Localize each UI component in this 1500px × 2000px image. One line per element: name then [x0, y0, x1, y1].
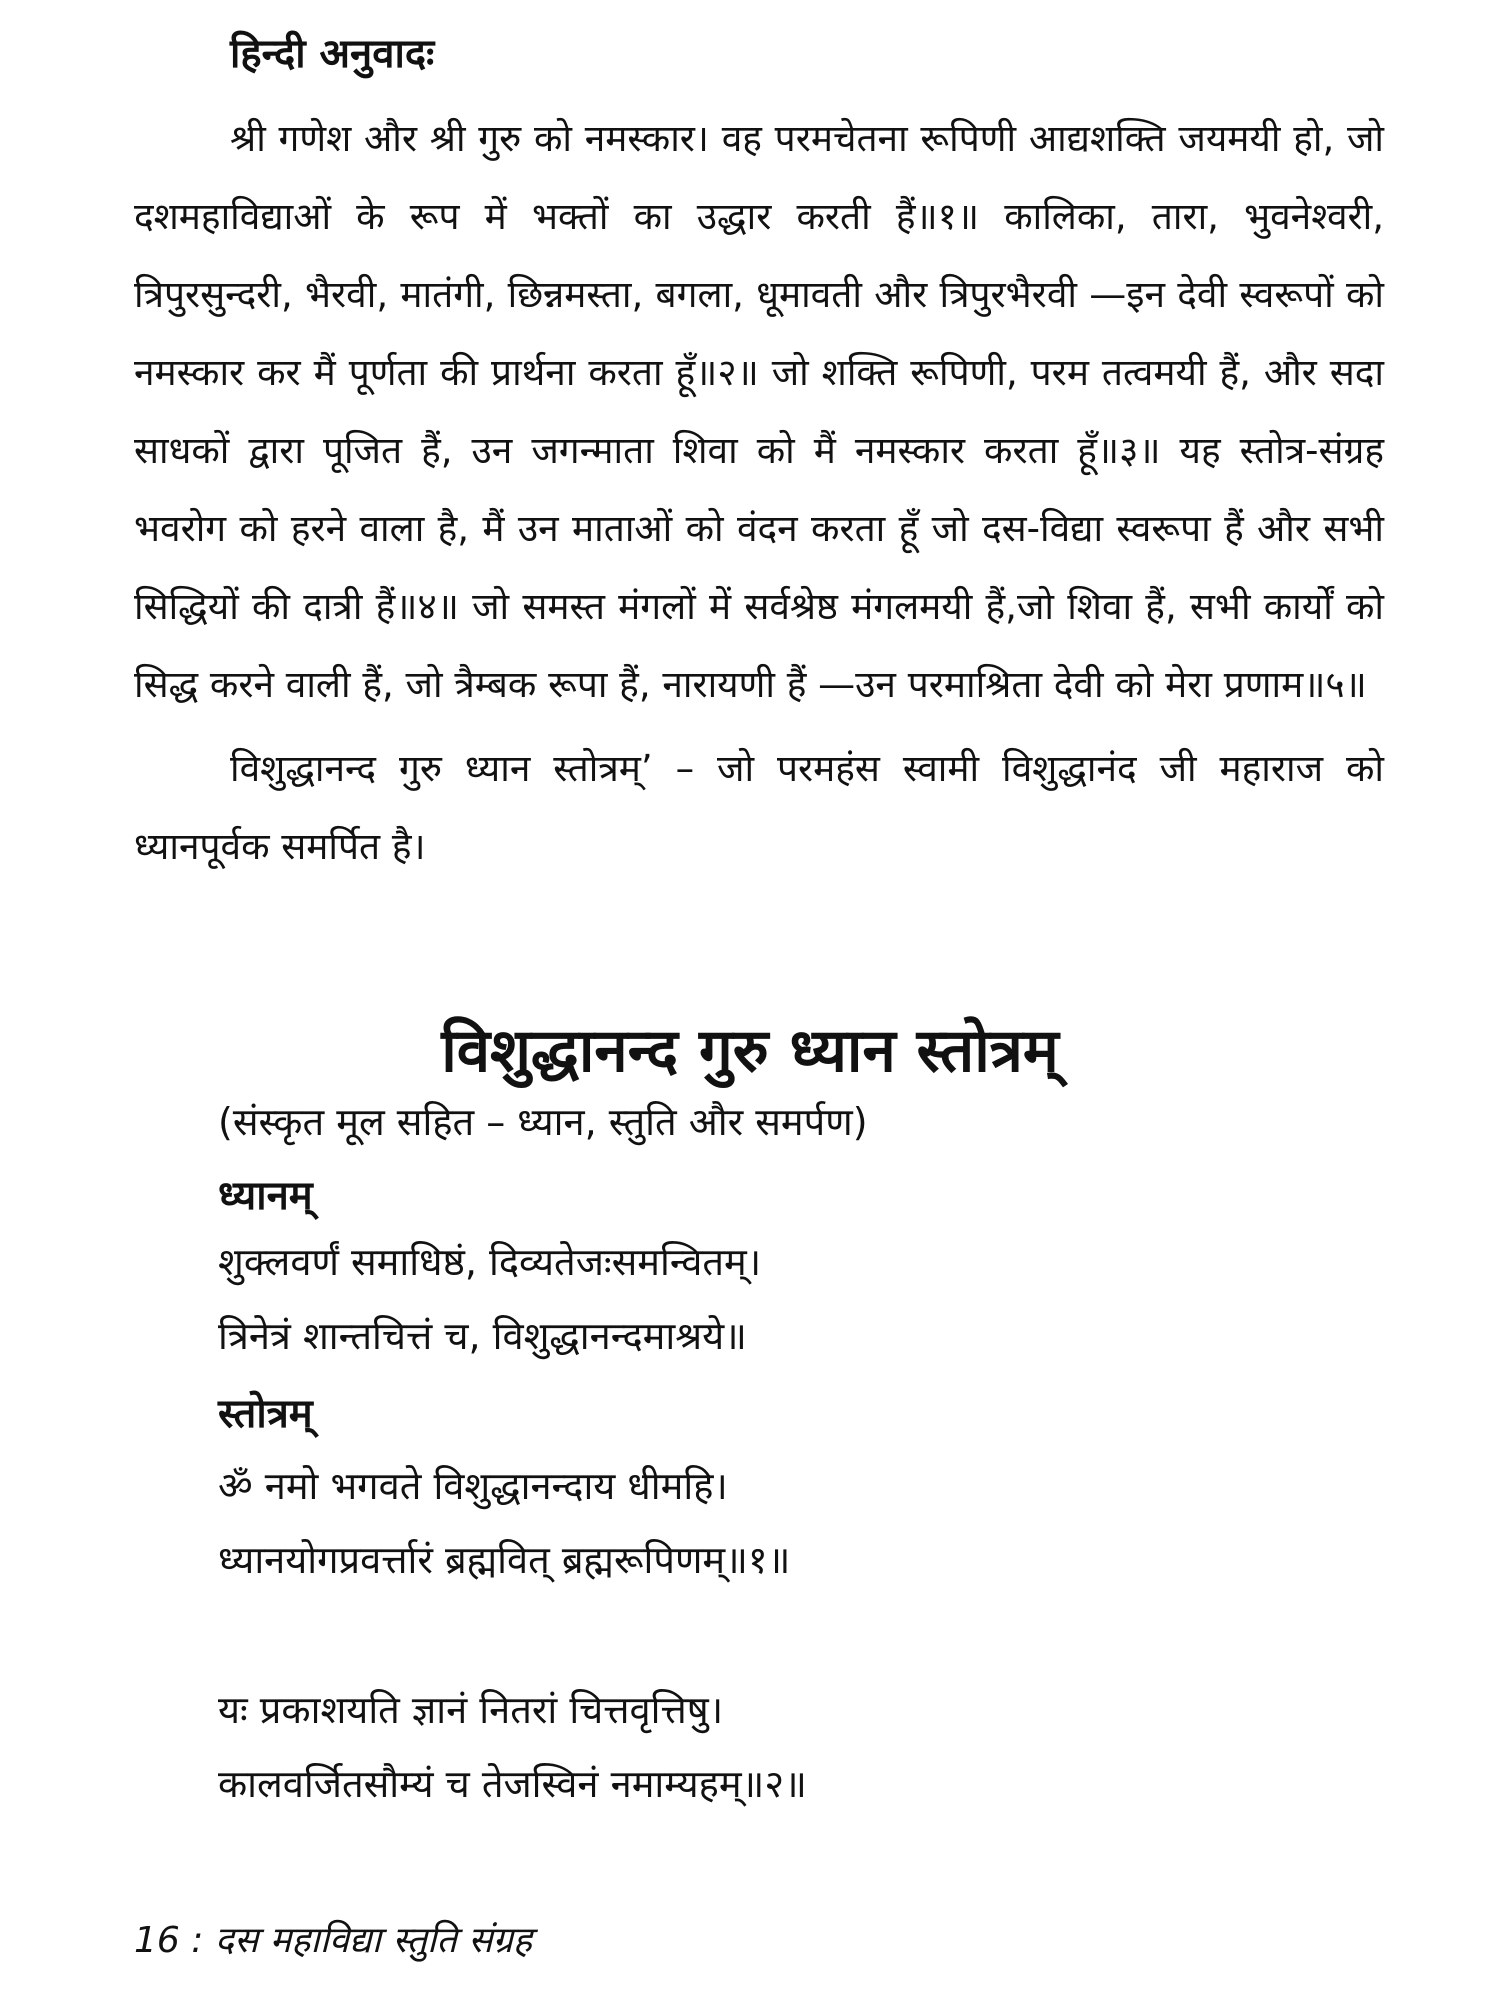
verse-line: कालवर्जितसौम्यं च तेजस्विनं नमाम्यहम्॥२॥	[218, 1762, 807, 1806]
dhyanam-label: ध्यानम्	[218, 1173, 313, 1219]
stotram-subtitle: (संस्कृत मूल सहित – ध्यान, स्तुति और समर्पण)	[218, 1100, 868, 1144]
page-footer: 16 : दस महाविद्या स्तुति संग्रह	[134, 1920, 533, 1961]
stotram-label: स्तोत्रम्	[218, 1391, 313, 1437]
verse-line: शुक्लवर्णं समाधिष्ठं, दिव्यतेजःसमन्वितम्।	[218, 1240, 762, 1284]
hindi-translation-body	[134, 100, 1384, 886]
verse-line: ॐ नमो भगवते विशुद्धानन्दाय धीमहि।	[218, 1464, 728, 1508]
translation-paragraph: श्री गणेश और श्री गुरु को नमस्कार। वह परमचेतना रूपिणी आद्यशक्ति जयमयी हो, जो दशमहाविद्याओं के रूप में भक्तों का उद्धार करती हैं॥१॥ कालिका, तारा, भुवनेश्वरी, त्रिपुरसुन्दरी, भैरवी, मातंगी, छिन्नमस्ता, बगला, धूमावती और त्रिपुरभैरवी —इन देवी स्वरूपों को नमस्कार कर मैं पूर्णता की प्रार्थना करता हूँ॥२॥ जो शक्ति रूपिणी, परम तत्वमयी हैं, और सदा साधकों द्वारा पूजित हैं, उन जगन्माता शिवा को मैं नमस्कार करता हूँ॥३॥ यह स्तोत्र-संग्रह भवरोग को हरने वाला है, मैं उन माताओं को वंदन करता हूँ जो दस-विद्या स्वरूपा हैं और सभी सिद्धियों की दात्री हैं॥४॥ जो समस्त मंगलों में सर्वश्रेष्ठ मंगलमयी हैं,जो शिवा हैं, सभी कार्यों को सिद्ध करने वाली हैं, जो त्रैम्बक रूपा हैं, नारायणी हैं —उन परमाश्रिता देवी को मेरा प्रणाम॥५॥	[134, 117, 1384, 706]
translation-paragraph: विशुद्धानन्द गुरु ध्यान स्तोत्रम्’ – जो परमहंस स्वामी विशुद्धानंद जी महाराज को ध्यानपूर्वक समर्पित है।	[134, 747, 1384, 868]
verse-line: यः प्रकाशयति ज्ञानं नितरां चित्तवृत्तिषु।	[218, 1688, 724, 1732]
hindi-translation-heading: हिन्दी अनुवादः	[230, 31, 435, 77]
verse-line: त्रिनेत्रं शान्तचित्तं च, विशुद्धानन्दमाश्रये॥	[218, 1314, 747, 1358]
verse-line: ध्यानयोगप्रवर्त्तारं ब्रह्मवित् ब्रह्मरूपिणम्॥१॥	[218, 1538, 791, 1582]
stotram-title: विशुद्धानन्द गुरु ध्यान स्तोत्रम्	[441, 1016, 1059, 1086]
